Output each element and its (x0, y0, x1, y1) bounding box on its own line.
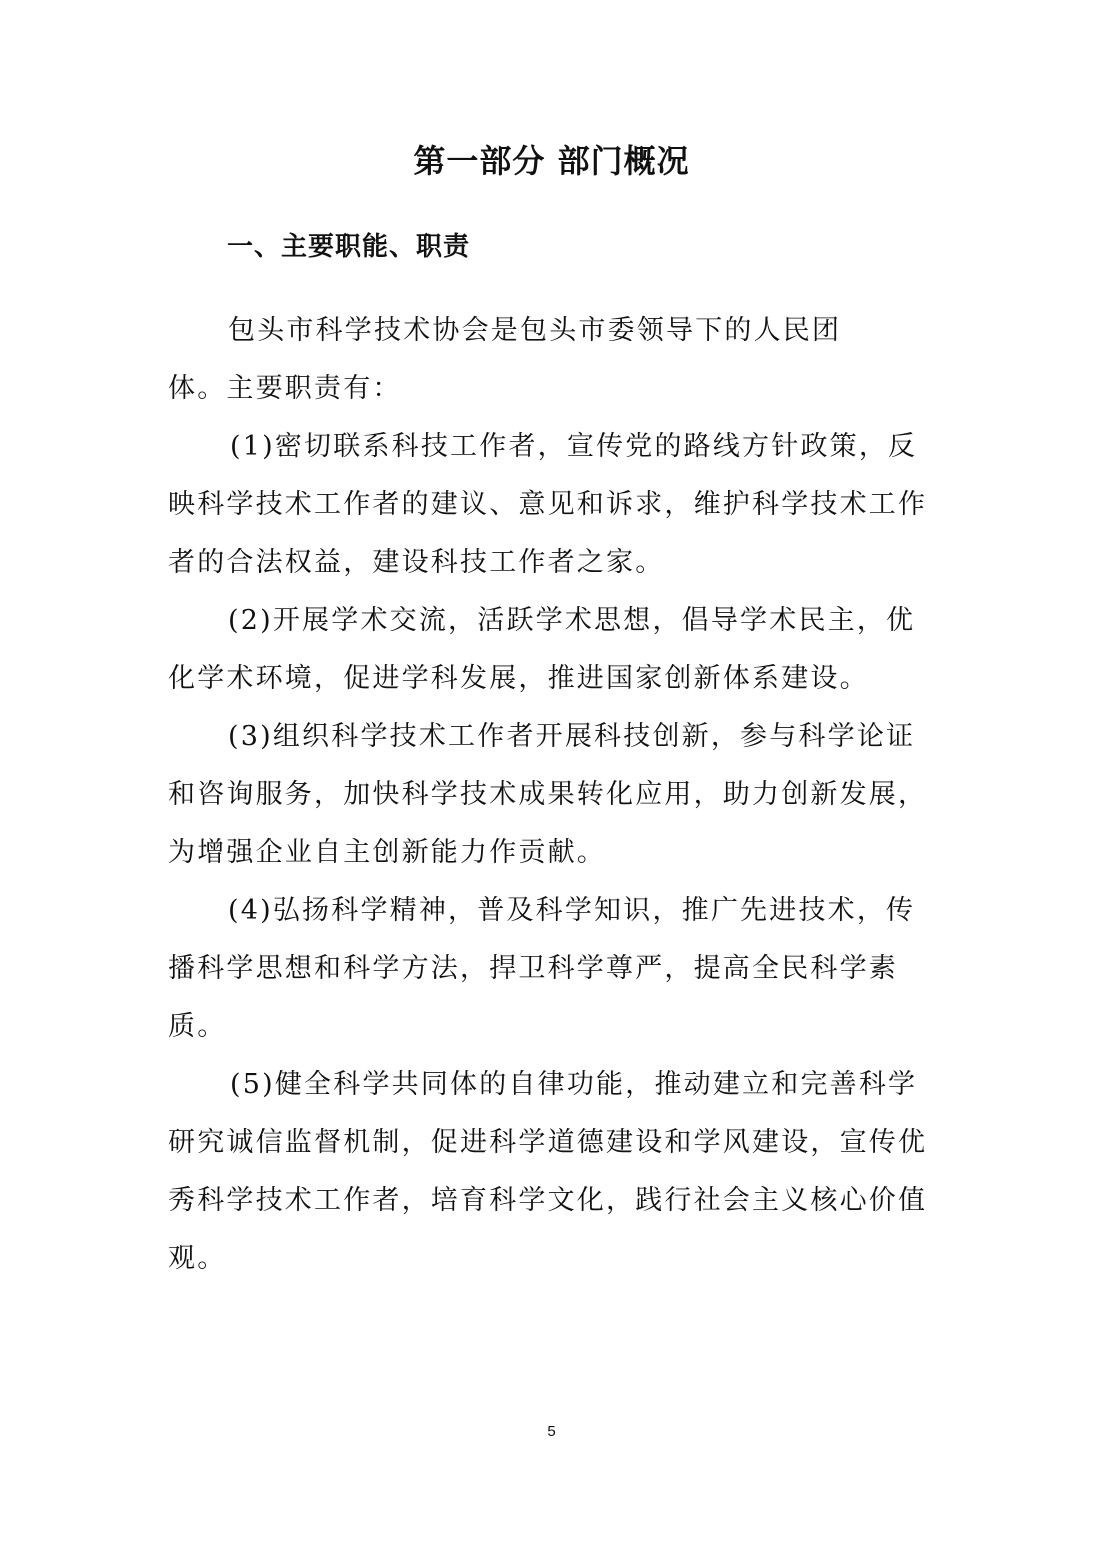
intro-block (168, 302, 888, 418)
section-heading: 一、主要职能、职责 (227, 232, 471, 262)
duty-item-3: (3)组织科学技术工作者开展科技创新，参与科学论证和咨询服务，加快科学技术成果转化应用，助力创新发展，为增强企业自主创新能力作贡献。 (168, 721, 928, 868)
duty-item-5: (5)健全科学共同体的自律功能，推动建立和完善科学研究诚信监督机制，促进科学道德建设和学风建设，宣传优秀科学技术工作者，培育科学文化，践行社会主义核心价值观。 (168, 1069, 928, 1274)
duties-list (168, 418, 938, 1288)
intro-paragraph: 包头市科学技术协会是包头市委领导下的人民团体。主要职责有： (168, 315, 842, 404)
duty-item-4: (4)弘扬科学精神，普及科学知识，推广先进技术，传播科学思想和科学方法，捍卫科学尊严，提高全民科学素质。 (168, 895, 916, 1042)
duty-item-2: (2)开展学术交流，活跃学术思想，倡导学术民主，优化学术环境，促进学科发展，推进国家创新体系建设。 (168, 605, 916, 694)
duty-item-1: (1)密切联系科技工作者，宣传党的路线方针政策，反映科学技术工作者的建议、意见和诉求，维护科学技术工作者的合法权益，建设科技工作者之家。 (168, 431, 928, 578)
page-title: 第一部分 部门概况 (413, 142, 690, 180)
page-number: 5 (547, 1423, 556, 1440)
